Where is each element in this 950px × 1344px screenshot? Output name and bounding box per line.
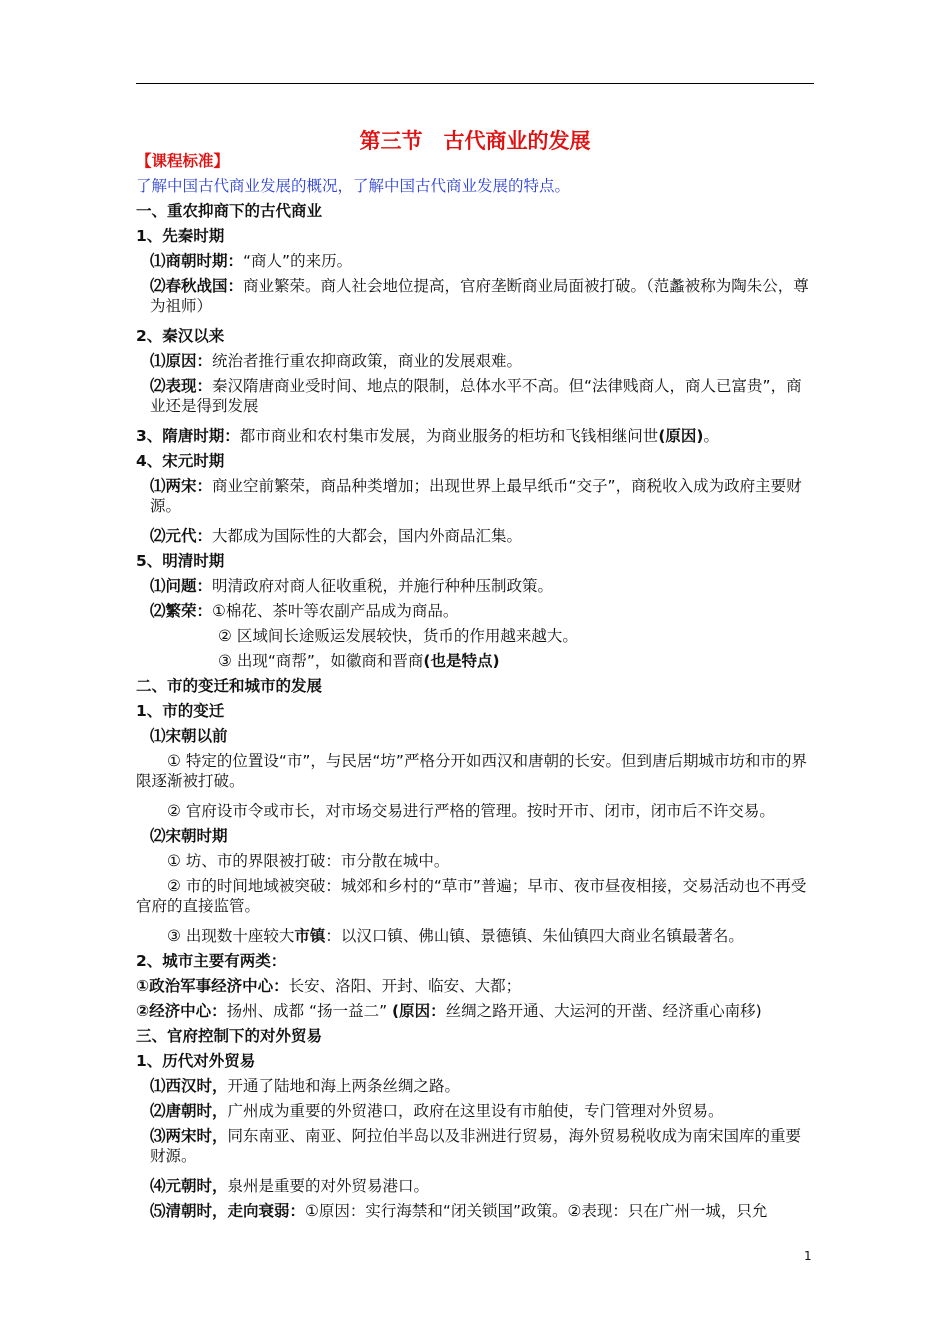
text-line <box>136 1001 816 1021</box>
text-line <box>136 1076 816 1096</box>
text-run: 同东南亚、南亚、阿拉伯半岛以及非洲进行贸易，海外贸易税收成为南宋国库的重要财源。 <box>150 1127 802 1165</box>
text-line <box>136 276 816 316</box>
text-line <box>136 1101 816 1121</box>
text-run: ⑵唐朝时， <box>150 1102 228 1120</box>
text-line <box>136 601 816 621</box>
text-line <box>136 351 816 371</box>
text-run: (原因： <box>392 1002 446 1020</box>
text-run: ：以汉口镇、佛山镇、景德镇、朱仙镇四大商业名镇最著名。 <box>325 927 744 945</box>
text-run: 开通了陆地和海上两条丝绸之路。 <box>227 1077 461 1095</box>
text-line: ⑵宋朝时期 <box>150 827 228 845</box>
text-run: ⑸清朝时，走向衰弱： <box>150 1202 306 1220</box>
text-run: 秦汉隋唐商业受时间、地点的限制，总体水平不高。但“法律贱商人，商人已富贵”，商业还是得到发展 <box>150 377 802 415</box>
text-run: ⑴商朝时期： <box>150 252 244 270</box>
text-run: 3、隋唐时期： <box>136 427 240 445</box>
text-run: ⑵春秋战国： <box>150 277 244 295</box>
text-run: 。 <box>703 427 719 445</box>
text-run: 扬州、成都 “扬一益二” <box>226 1002 393 1020</box>
text-run: (原因) <box>658 427 704 445</box>
text-run: 丝绸之路开通、大运河的开凿、经济重心南移) <box>445 1002 762 1020</box>
text-line <box>136 376 816 416</box>
text-run: 泉州是重要的对外贸易港口。 <box>227 1177 430 1195</box>
text-line: 1、先秦时期 <box>136 227 225 245</box>
text-run: 统治者推行重农抑商政策，商业的发展艰难。 <box>212 352 523 370</box>
text-run: ⑷元朝时， <box>150 1177 228 1195</box>
text-line: 5、明清时期 <box>136 552 225 570</box>
text-run: ①棉花、茶叶等农副产品成为商品。 <box>212 602 459 620</box>
text-run: 明清政府对商人征收重税，并施行种种压制政策。 <box>212 577 554 595</box>
text-run: ⑴西汉时， <box>150 1077 228 1095</box>
text-line: 2、秦汉以来 <box>136 327 225 345</box>
page-title: 第三节 古代商业的发展 <box>359 129 591 153</box>
text-run: ⑴原因： <box>150 352 213 370</box>
text-line: 了解中国古代商业发展的概况，了解中国古代商业发展的特点。 <box>136 177 571 195</box>
text-line <box>136 426 816 446</box>
text-line: 4、宋元时期 <box>136 452 225 470</box>
text-run: ⑴两宋： <box>150 477 213 495</box>
text-run: ⑵元代： <box>150 527 213 545</box>
text-run: ①政治军事经济中心： <box>136 977 289 995</box>
text-run: ①原因：实行海禁和“闭关锁国”政策。②表现：只在广州一城，只允 <box>305 1202 768 1220</box>
text-line: ① 坊、市的界限被打破：市分散在城中。 <box>136 852 450 870</box>
top-rule <box>136 83 814 84</box>
page-number: 1 <box>804 1249 812 1263</box>
text-line: ② 市的时间地域被突破：城郊和乡村的“草市”普遍；早市、夜市昼夜相接，交易活动也不再受官府的直接监管。 <box>136 877 807 915</box>
text-line: 一、重农抑商下的古代商业 <box>136 202 323 220</box>
text-line: ① 特定的位置设“市”，与民居“坊”严格分开如西汉和唐朝的长安。但到唐后期城市坊和市的界限逐渐被打破。 <box>136 752 807 790</box>
text-line: 【课程标准】 <box>136 152 230 170</box>
text-run: ③ 出现数十座较大 <box>136 927 295 945</box>
text-line: 1、历代对外贸易 <box>136 1052 256 1070</box>
text-run: 市镇 <box>294 927 326 945</box>
text-line <box>136 1126 816 1166</box>
text-line <box>136 251 816 271</box>
text-run: ⑴问题： <box>150 577 213 595</box>
text-run: ⑵繁荣： <box>150 602 213 620</box>
text-run: 广州成为重要的外贸港口，政府在这里设有市舶使，专门管理对外贸易。 <box>227 1102 724 1120</box>
text-run: 商业繁荣。商人社会地位提高，官府垄断商业局面被打破。（范蠡被称为陶朱公，尊为祖师） <box>150 277 809 315</box>
text-line <box>136 1201 816 1221</box>
text-line <box>136 526 816 546</box>
text-line <box>136 926 816 946</box>
text-run: (也是特点) <box>423 652 500 670</box>
text-line: 1、市的变迁 <box>136 702 225 720</box>
text-line <box>136 476 816 516</box>
text-line <box>136 1176 816 1196</box>
text-run: 长安、洛阳、开封、临安、大都； <box>288 977 522 995</box>
text-line: 2、城市主要有两类： <box>136 952 287 970</box>
text-line: ② 官府设市令或市长，对市场交易进行严格的管理。按时开市、闭市，闭市后不许交易。 <box>136 802 775 820</box>
text-run: 都市商业和农村集市发展，为商业服务的柜坊和飞钱相继问世 <box>239 427 659 445</box>
text-line: ⑴宋朝以前 <box>150 727 228 745</box>
text-run: ③ 出现“商帮”，如徽商和晋商 <box>218 652 424 670</box>
text-line <box>136 976 816 996</box>
text-line <box>136 576 816 596</box>
text-run: ②经济中心： <box>136 1002 227 1020</box>
text-line <box>136 651 816 671</box>
text-run: ⑵表现： <box>150 377 213 395</box>
text-line: 三、官府控制下的对外贸易 <box>136 1027 323 1045</box>
text-run: “商人”的来历。 <box>243 252 353 270</box>
text-run: ⑶两宋时， <box>150 1127 228 1145</box>
text-line: ② 区域间长途贩运发展较快，货币的作用越来越大。 <box>218 627 578 645</box>
text-line: 二、市的变迁和城市的发展 <box>136 677 323 695</box>
text-run: 商业空前繁荣，商品种类增加；出现世界上最早纸币“交子”，商税收入成为政府主要财源。 <box>150 477 802 515</box>
text-run: 大都成为国际性的大都会，国内外商品汇集。 <box>212 527 523 545</box>
